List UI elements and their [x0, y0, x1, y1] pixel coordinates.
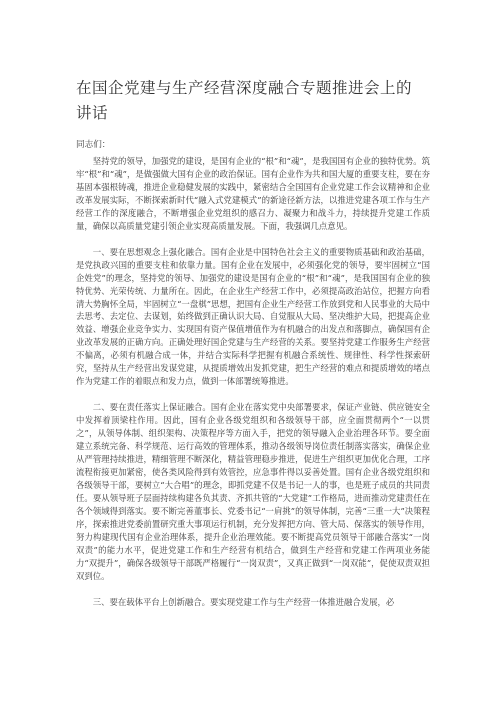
paragraph-section-1: 一、要在思想观念上强化融合。国有企业是中国特色社会主义的重要物质基础和政治基础，是党执政兴国的重要支柱和依靠力量。国有企业在发展中，必须强化党的领导，要牢固树立“国企姓党”的理念，坚持党的领导、加强党的建设是国有企业的“根”和“魂”，是我国国有企业的独特优势、光荣传统、力量所在。因此，在企业生产经营工作中，必须提高政治站位，把握方向看清大势胸怀全局，牢固树立“一盘棋”思想，把国有企业生产经营工作放到党和人民事业的大局中去思考、去定位、去谋划，始终做到正确认识大局、自觉服从大局、坚决维护大局，把提高企业效益、增强企业竞争实力、实现国有资产保值增值作为有机融合的出发点和落脚点，确保国有企业改革发展的正确方向。正确处理好国企党建与生产经营的关系。要坚持党建工作服务生产经营不偏离，必须有机融合成一体，并结合实际科学把握有机融合系统性、规律性、科学性探索研究，坚持从生产经营出发谋党建，从提质增效出发抓党建，把生产经营的难点和提质增效的堵点作为党建工作的着眼点和发力点，做到一体部署统筹推进。 — [76, 246, 430, 387]
paragraph-intro: 坚持党的领导，加强党的建设，是国有企业的“根”和“魂”，是我国国有企业的独特优势。筑牢“根”和“魂”，是做强做大国有企业的政治保证。国有企业作为共和国大厦的重要支柱，要在夯基固本强根铸魂，推进企业稳健发展的实践中，紧密结合全国国有企业党建工作会议精神和企业改革发展实际，不断探索新时代“融入式党建模式”的新途径新方法，以推进党建各项工作与生产经营工作的深度融合，不断增强企业党组织的感召力、凝聚力和战斗力，持续提升党建工作质量，确保以高质量党建引领企业实现高质量发展。下面，我强调几点意见。 — [76, 156, 430, 231]
paragraph-section-3: 三、要在载体平台上创新融合。要实现党建工作与生产经营一体推进融合发展，必 — [92, 596, 395, 607]
document-title: 在国企党建与生产经营深度融合专题推进会上的讲话 — [76, 79, 413, 122]
document-body — [76, 155, 430, 609]
greeting: 同志们： — [76, 140, 111, 150]
paragraph-section-2: 二、要在责任落实上保证融合。国有企业在落实党中央部署要求，保证产业链、供应链安全中发挥着顶梁柱作用。因此，国有企业各级党组织和各级领导干部，应全面贯彻两个“一以贯之”，从领导体制、组织架构、决策程序等方面入手，把党的领导融入企业治理各环节。要全面建立系统完备、科学规范、运行高效的管理体系，推动各级领导岗位责任制落实落实，确保企业从严管理持续推进，精细管理不断深化，精益管理稳步推进，促进生产组织更加优化合理，工序流程衔接更加紧密，使各类风险得到有效管控，应急事件得以妥善处置。国有企业各级党组织和各级领导干部，要树立“大合唱”的理念，即抓党建不仅是书记一人的事，也是班子成员的共同责任。要从领导班子层面持续构建各负其责、齐抓共管的“大党建”工作格局，进而推动党建责任在各个领域得到落实。要不断完善董事长、党委书记“一肩挑”的领导体制，完善“三重一大”决策程序，探索推进党委前置研究重大事项运行机制，充分发挥把方向、管大局、保落实的领导作用，努力构建现代国有企业治理体系，提升企业治理效能。要不断提高党员领导干部融合落实“一岗双责”的能力水平，促进党建工作和生产经营有机结合，做到生产经营和党建工作两项业务能力“双提升”，确保各级领导干部既严格履行“一岗双责”，又真正做到“一岗双能”，促使双责双担双到位。 — [76, 402, 430, 581]
